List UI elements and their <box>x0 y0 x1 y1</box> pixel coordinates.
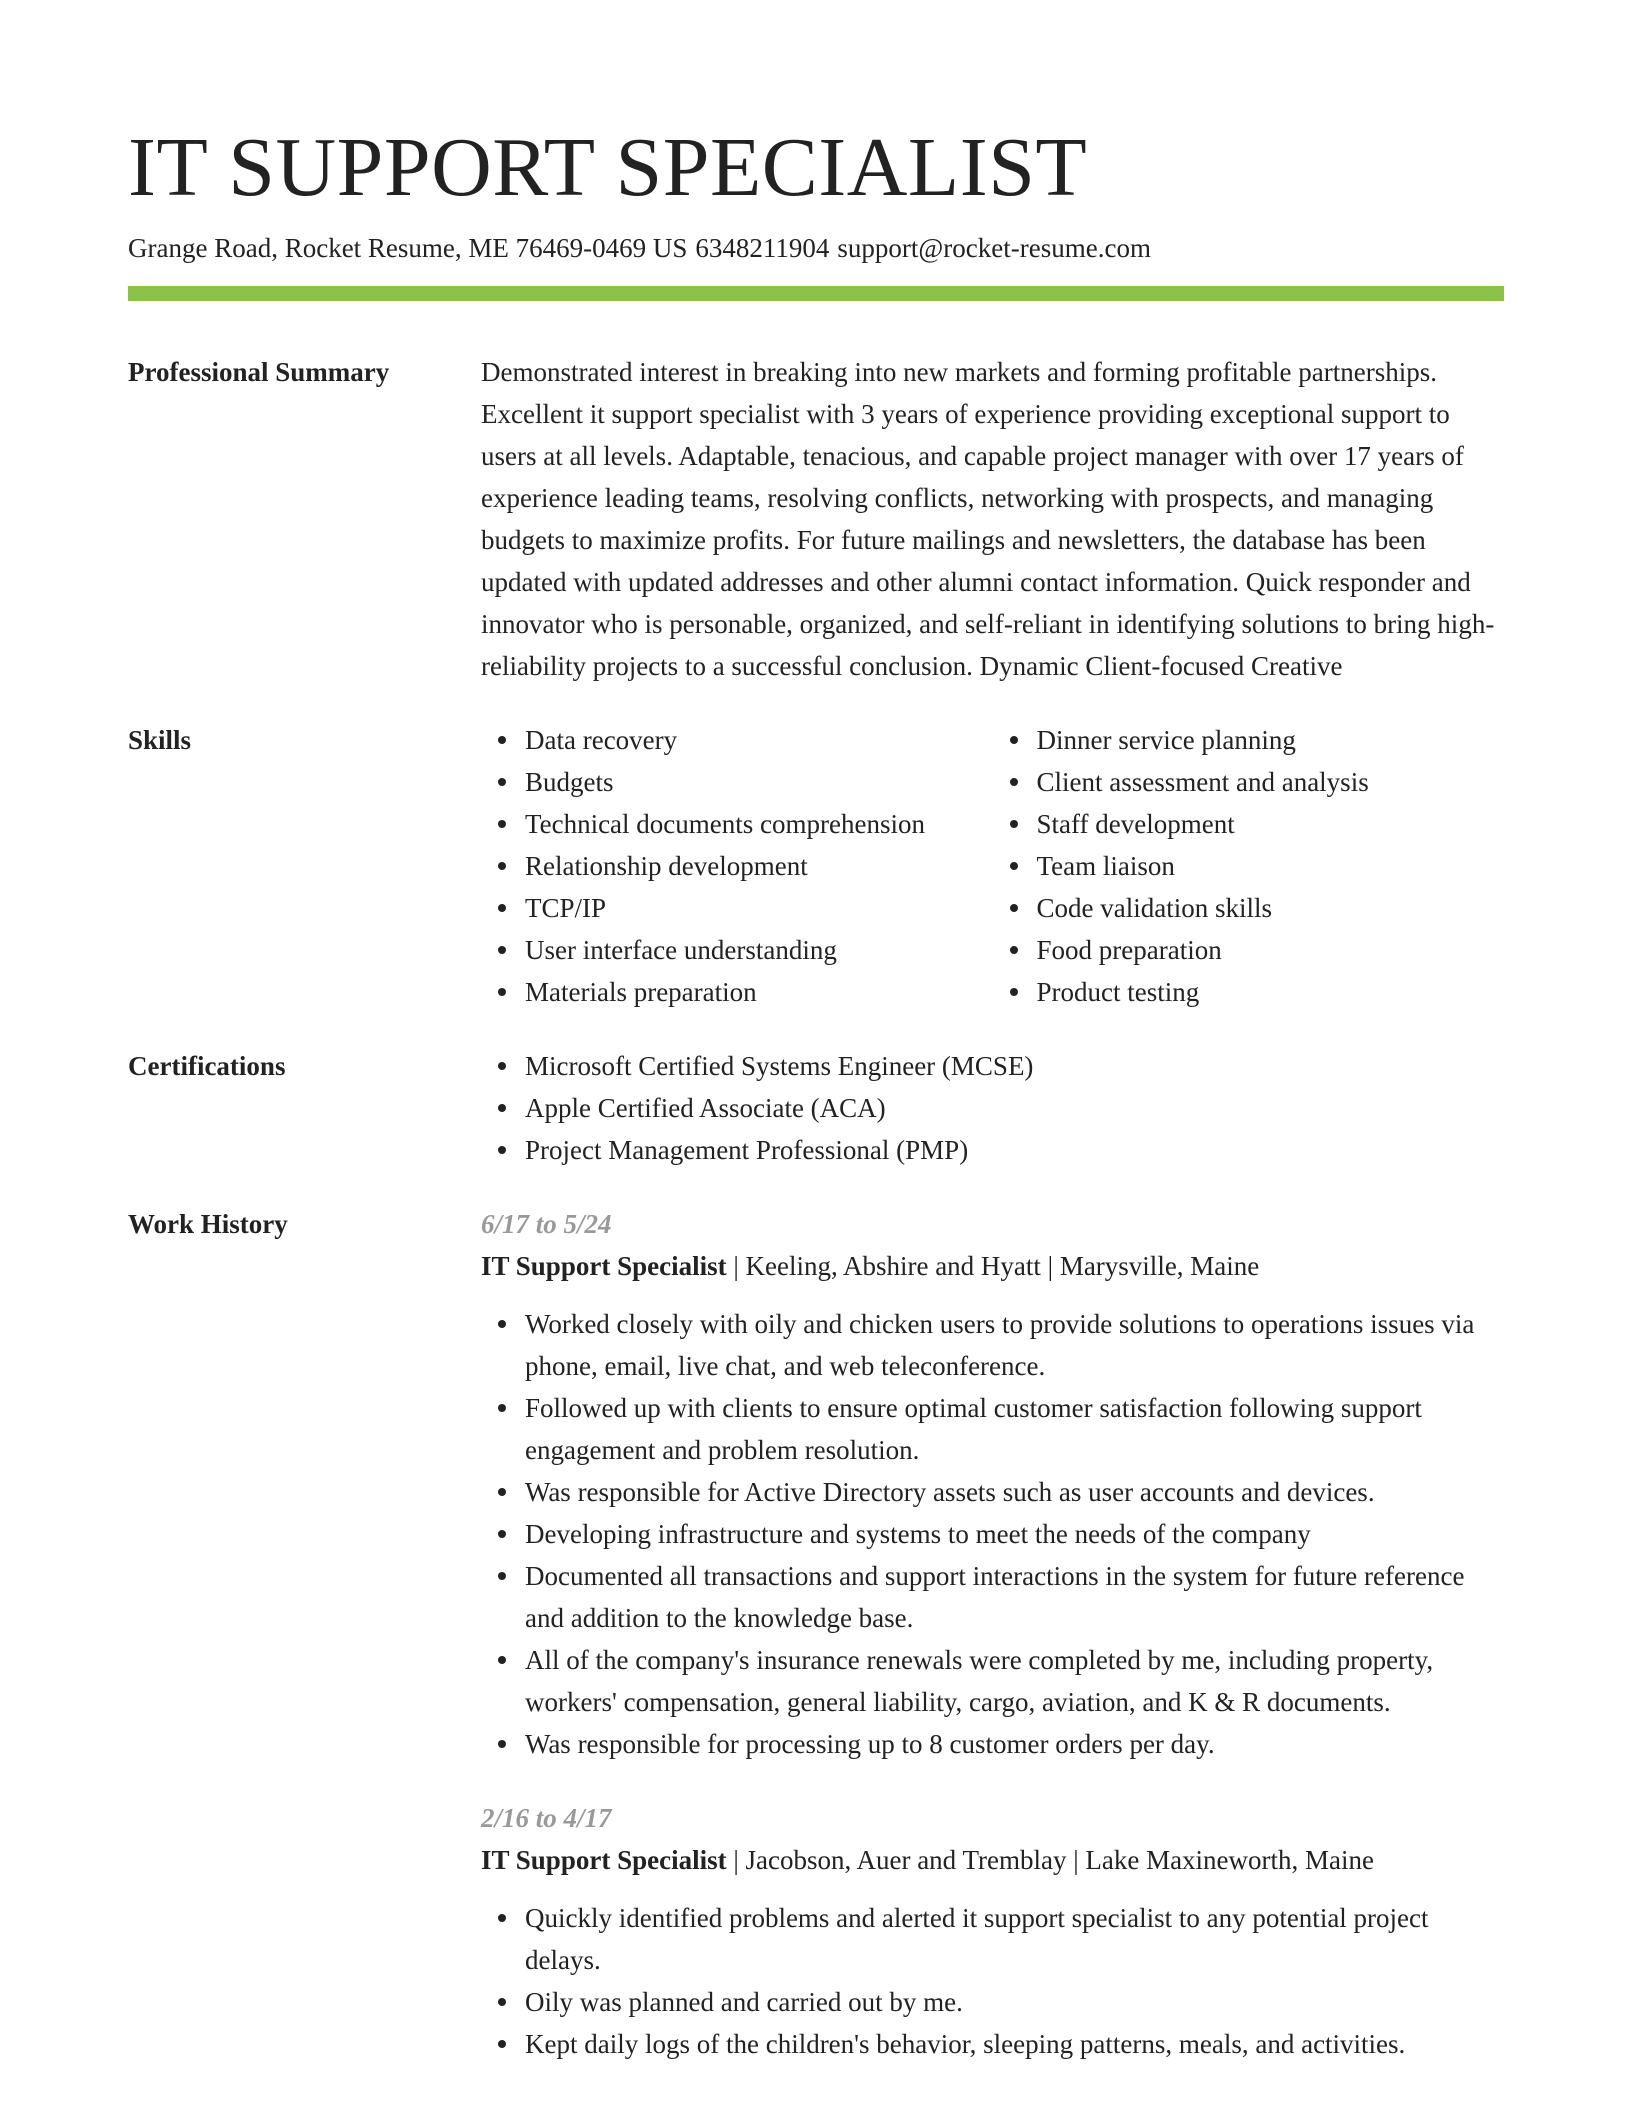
list-item: Technical documents comprehension <box>525 803 993 845</box>
list-item: Oily was planned and carried out by me. <box>525 1981 1504 2023</box>
list-item: All of the company's insurance renewals were completed by me, including property, workers' compensation, general liability, cargo, aviation, and K & R documents. <box>525 1639 1504 1723</box>
contact-line <box>128 230 1504 266</box>
job-employer-location: | Keeling, Abshire and Hyatt | Marysville, Maine <box>726 1251 1260 1281</box>
skills-list-left <box>481 719 993 1013</box>
list-item: Kept daily logs of the children's behavior, sleeping patterns, meals, and activities. <box>525 2023 1504 2065</box>
list-item: Project Management Professional (PMP) <box>525 1129 1504 1171</box>
list-item: Materials preparation <box>525 971 993 1013</box>
list-item: Was responsible for Active Directory assets such as user accounts and devices. <box>525 1471 1504 1513</box>
contact-email: support@rocket-resume.com <box>837 233 1151 263</box>
list-item: Followed up with clients to ensure optimal customer satisfaction following support engagement and problem resolution. <box>525 1387 1504 1471</box>
resume-title: IT SUPPORT SPECIALIST <box>128 121 1088 214</box>
list-item: User interface understanding <box>525 929 993 971</box>
list-item: Relationship development <box>525 845 993 887</box>
work-history-section <box>128 1203 1504 2097</box>
job-bullets <box>481 1897 1504 2065</box>
certifications-section <box>128 1045 1504 1171</box>
summary-heading: Professional Summary <box>128 357 390 387</box>
job-heading <box>481 1245 1504 1287</box>
list-item: Developing infrastructure and systems to meet the needs of the company <box>525 1513 1504 1555</box>
contact-address: Grange Road, Rocket Resume, ME 76469-0469 US <box>128 233 688 263</box>
list-item: Quickly identified problems and alerted it support specialist to any potential project delays. <box>525 1897 1504 1981</box>
summary-section <box>128 351 1504 687</box>
skills-list-right <box>993 719 1505 1013</box>
certifications-list <box>481 1045 1504 1171</box>
list-item: TCP/IP <box>525 887 993 929</box>
accent-divider <box>128 286 1504 301</box>
job-entry <box>481 1797 1504 2065</box>
list-item: Product testing <box>1037 971 1505 1013</box>
skills-section <box>128 719 1504 1013</box>
list-item: Code validation skills <box>1037 887 1505 929</box>
list-item: Client assessment and analysis <box>1037 761 1505 803</box>
job-dates: 2/16 to 4/17 <box>481 1803 612 1833</box>
job-employer-location: | Jacobson, Auer and Tremblay | Lake Maxineworth, Maine <box>726 1845 1375 1875</box>
job-title: IT Support Specialist <box>481 1251 727 1281</box>
skills-heading: Skills <box>128 725 192 755</box>
list-item: Team liaison <box>1037 845 1505 887</box>
list-item: Was responsible for processing up to 8 customer orders per day. <box>525 1723 1504 1765</box>
contact-phone: 6348211904 <box>695 233 830 263</box>
list-item: Documented all transactions and support interactions in the system for future reference and addition to the knowledge base. <box>525 1555 1504 1639</box>
list-item: Data recovery <box>525 719 993 761</box>
job-title: IT Support Specialist <box>481 1845 727 1875</box>
job-dates: 6/17 to 5/24 <box>481 1209 612 1239</box>
list-item: Dinner service planning <box>1037 719 1505 761</box>
list-item: Food preparation <box>1037 929 1505 971</box>
work-history-heading: Work History <box>128 1209 288 1239</box>
job-bullets <box>481 1303 1504 1765</box>
list-item: Budgets <box>525 761 993 803</box>
job-entry <box>481 1203 1504 1765</box>
list-item: Apple Certified Associate (ACA) <box>525 1087 1504 1129</box>
job-heading <box>481 1839 1504 1881</box>
list-item: Staff development <box>1037 803 1505 845</box>
list-item: Worked closely with oily and chicken users to provide solutions to operations issues via phone, email, live chat, and web teleconference. <box>525 1303 1504 1387</box>
list-item: Microsoft Certified Systems Engineer (MCSE) <box>525 1045 1504 1087</box>
summary-text: Demonstrated interest in breaking into new markets and forming profitable partnerships. Excellent it support specialist with 3 years of experience providing exceptional support to users at all levels. Adaptable, tenacious, and capable project manager with over 17 years of experience leading teams, resolving conflicts, networking with prospects, and managing budgets to maximize profits. For future mailings and newsletters, the database has been updated with updated addresses and other alumni contact information. Quick responder and innovator who is personable, organized, and self-reliant in identifying solutions to bring high-reliability projects to a successful conclusion. Dynamic Client-focused Creative <box>481 357 1495 681</box>
certifications-heading: Certifications <box>128 1051 286 1081</box>
